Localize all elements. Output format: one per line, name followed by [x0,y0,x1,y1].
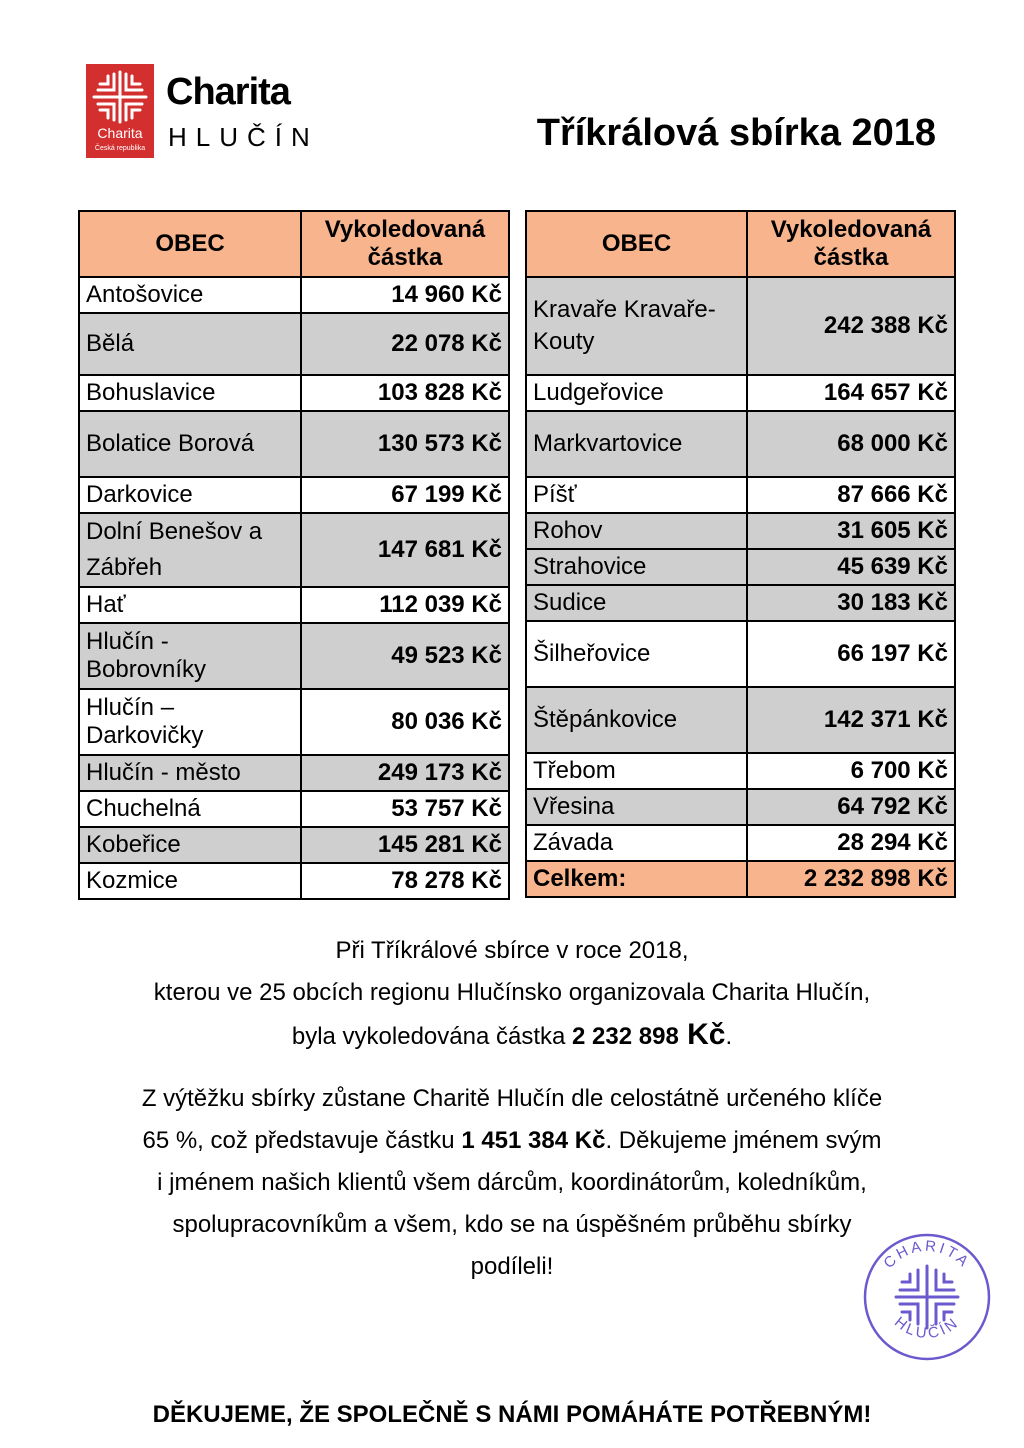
header-castka: Vykoledovaná částka [301,211,509,277]
table-header-row [79,211,509,277]
row-name: Kozmice [79,863,301,899]
logo-city: HLUČÍN [168,122,319,152]
row-amount: 31 605 Kč [747,513,955,549]
table-row [79,411,509,477]
table-row [79,755,509,791]
row-amount: 30 183 Kč [747,585,955,621]
row-amount: 80 036 Kč [301,689,509,755]
table-right [525,210,956,898]
table-left [78,210,510,900]
share-amount-inline: 1 451 384 Kč [461,1127,606,1154]
paragraph-line: Při Tříkrálové sbírce v roce 2018, [335,937,689,964]
row-amount: 67 199 Kč [301,477,509,513]
paragraph-line: kterou ve 25 obcích regionu Hlučínsko organizovala Charita Hlučín, [153,979,871,1006]
row-name: Markvartovice [526,411,747,477]
row-amount: 6 700 Kč [747,753,955,789]
row-name: Štěpánkovice [526,687,747,753]
total-row [526,861,955,897]
stamp-top-text: CHARITA [880,1237,974,1272]
row-amount: 68 000 Kč [747,411,955,477]
text-span: byla vykoledována částka [291,1023,573,1050]
table-row [79,827,509,863]
row-amount: 28 294 Kč [747,825,955,861]
table-row [526,549,955,585]
cross-icon [92,70,148,124]
header-obec: OBEC [526,211,747,277]
table-row [526,621,955,687]
row-name: Závada [526,825,747,861]
total-label: Celkem: [526,861,747,897]
header-obec: OBEC [79,211,301,277]
table-row [79,277,509,313]
table-row [79,791,509,827]
row-name: Hlučín - město [79,755,301,791]
table-header-row [526,211,955,277]
paragraph-line: i jménem našich klientů všem dárcům, koordinátorům, koledníkům, [157,1169,867,1196]
row-name: Chuchelná [79,791,301,827]
row-amount: 112 039 Kč [301,587,509,623]
paragraph-line: podíleli! [470,1253,554,1280]
table-row [526,277,955,375]
row-name: Bohuslavice [79,375,301,411]
table-row [79,313,509,375]
table-row [526,585,955,621]
paragraph-line [60,1120,964,1162]
table-row [79,587,509,623]
row-amount: 14 960 Kč [301,277,509,313]
table-row [526,411,955,477]
row-amount: 142 371 Kč [747,687,955,753]
paragraph-line: Z výtěžku sbírky zůstane Charitě Hlučín dle celostátně určeného klíče [141,1085,883,1112]
row-name: Šilheřovice [526,621,747,687]
document-title: Tříkrálová sbírka 2018 [536,112,936,154]
header-castka: Vykoledovaná částka [747,211,955,277]
row-amount: 22 078 Kč [301,313,509,375]
row-amount: 147 681 Kč [301,513,509,587]
row-amount: 103 828 Kč [301,375,509,411]
table-row [526,789,955,825]
table-row [79,477,509,513]
charita-stamp [862,1232,992,1362]
table-row [79,689,509,755]
currency-kc: Kč [678,1018,726,1051]
row-name: Třebom [526,753,747,789]
row-name: Bělá [79,313,301,375]
row-amount: 64 792 Kč [747,789,955,825]
logo-mark-line1: Charita [97,125,143,141]
closing-message: DĚKUJEME, ŽE SPOLEČNĚ S NÁMI POMÁHÁTE POTŘEBNÝM! [152,1401,872,1428]
charita-logo [86,64,326,160]
row-name: Píšť [526,477,747,513]
row-amount: 66 197 Kč [747,621,955,687]
table-row [526,753,955,789]
table-row [79,375,509,411]
row-amount: 242 388 Kč [747,277,955,375]
row-name: Hlučín - Bobrovníky [79,623,301,689]
row-name: Strahovice [526,549,747,585]
table-row [526,513,955,549]
text-span: . [725,1023,733,1050]
table-row [79,623,509,689]
table-row [526,477,955,513]
row-name: Kravaře Kravaře-Kouty [526,277,747,375]
text-span: . Děkujeme jménem svým [605,1127,882,1154]
row-name: Kobeřice [79,827,301,863]
text-span: 65 %, což představuje částku [142,1127,462,1154]
logo-mark-line2: Česká republika [94,145,146,152]
row-name: Hlučín – Darkovičky [79,689,301,755]
logo-name: Charita [166,71,290,113]
paragraph-line: spolupracovníkům a všem, kdo se na úspěšném průběhu sbírky [172,1211,852,1238]
logo-mark [86,64,154,158]
total-amount-inline: 2 232 898 [572,1023,679,1050]
table-row [79,863,509,899]
row-name: Darkovice [79,477,301,513]
paragraph-line [60,1014,964,1058]
row-amount: 78 278 Kč [301,863,509,899]
row-amount: 45 639 Kč [747,549,955,585]
stamp-bottom-text: HLUČÍN [891,1313,963,1343]
row-name: Bolatice Borová [79,411,301,477]
row-amount: 53 757 Kč [301,791,509,827]
row-name: Rohov [526,513,747,549]
row-amount: 130 573 Kč [301,411,509,477]
table-row [526,687,955,753]
row-name: Sudice [526,585,747,621]
row-name: Antošovice [79,277,301,313]
row-amount: 249 173 Kč [301,755,509,791]
row-amount: 164 657 Kč [747,375,955,411]
row-name: Vřesina [526,789,747,825]
table-row [79,513,509,587]
total-amount: 2 232 898 Kč [747,861,955,897]
row-amount: 145 281 Kč [301,827,509,863]
row-name: Ludgeřovice [526,375,747,411]
row-name: Hať [79,587,301,623]
row-amount: 87 666 Kč [747,477,955,513]
row-amount: 49 523 Kč [301,623,509,689]
row-name: Dolní Benešov a Zábřeh [79,513,301,587]
body-text [60,930,964,1288]
table-row [526,825,955,861]
table-row [526,375,955,411]
